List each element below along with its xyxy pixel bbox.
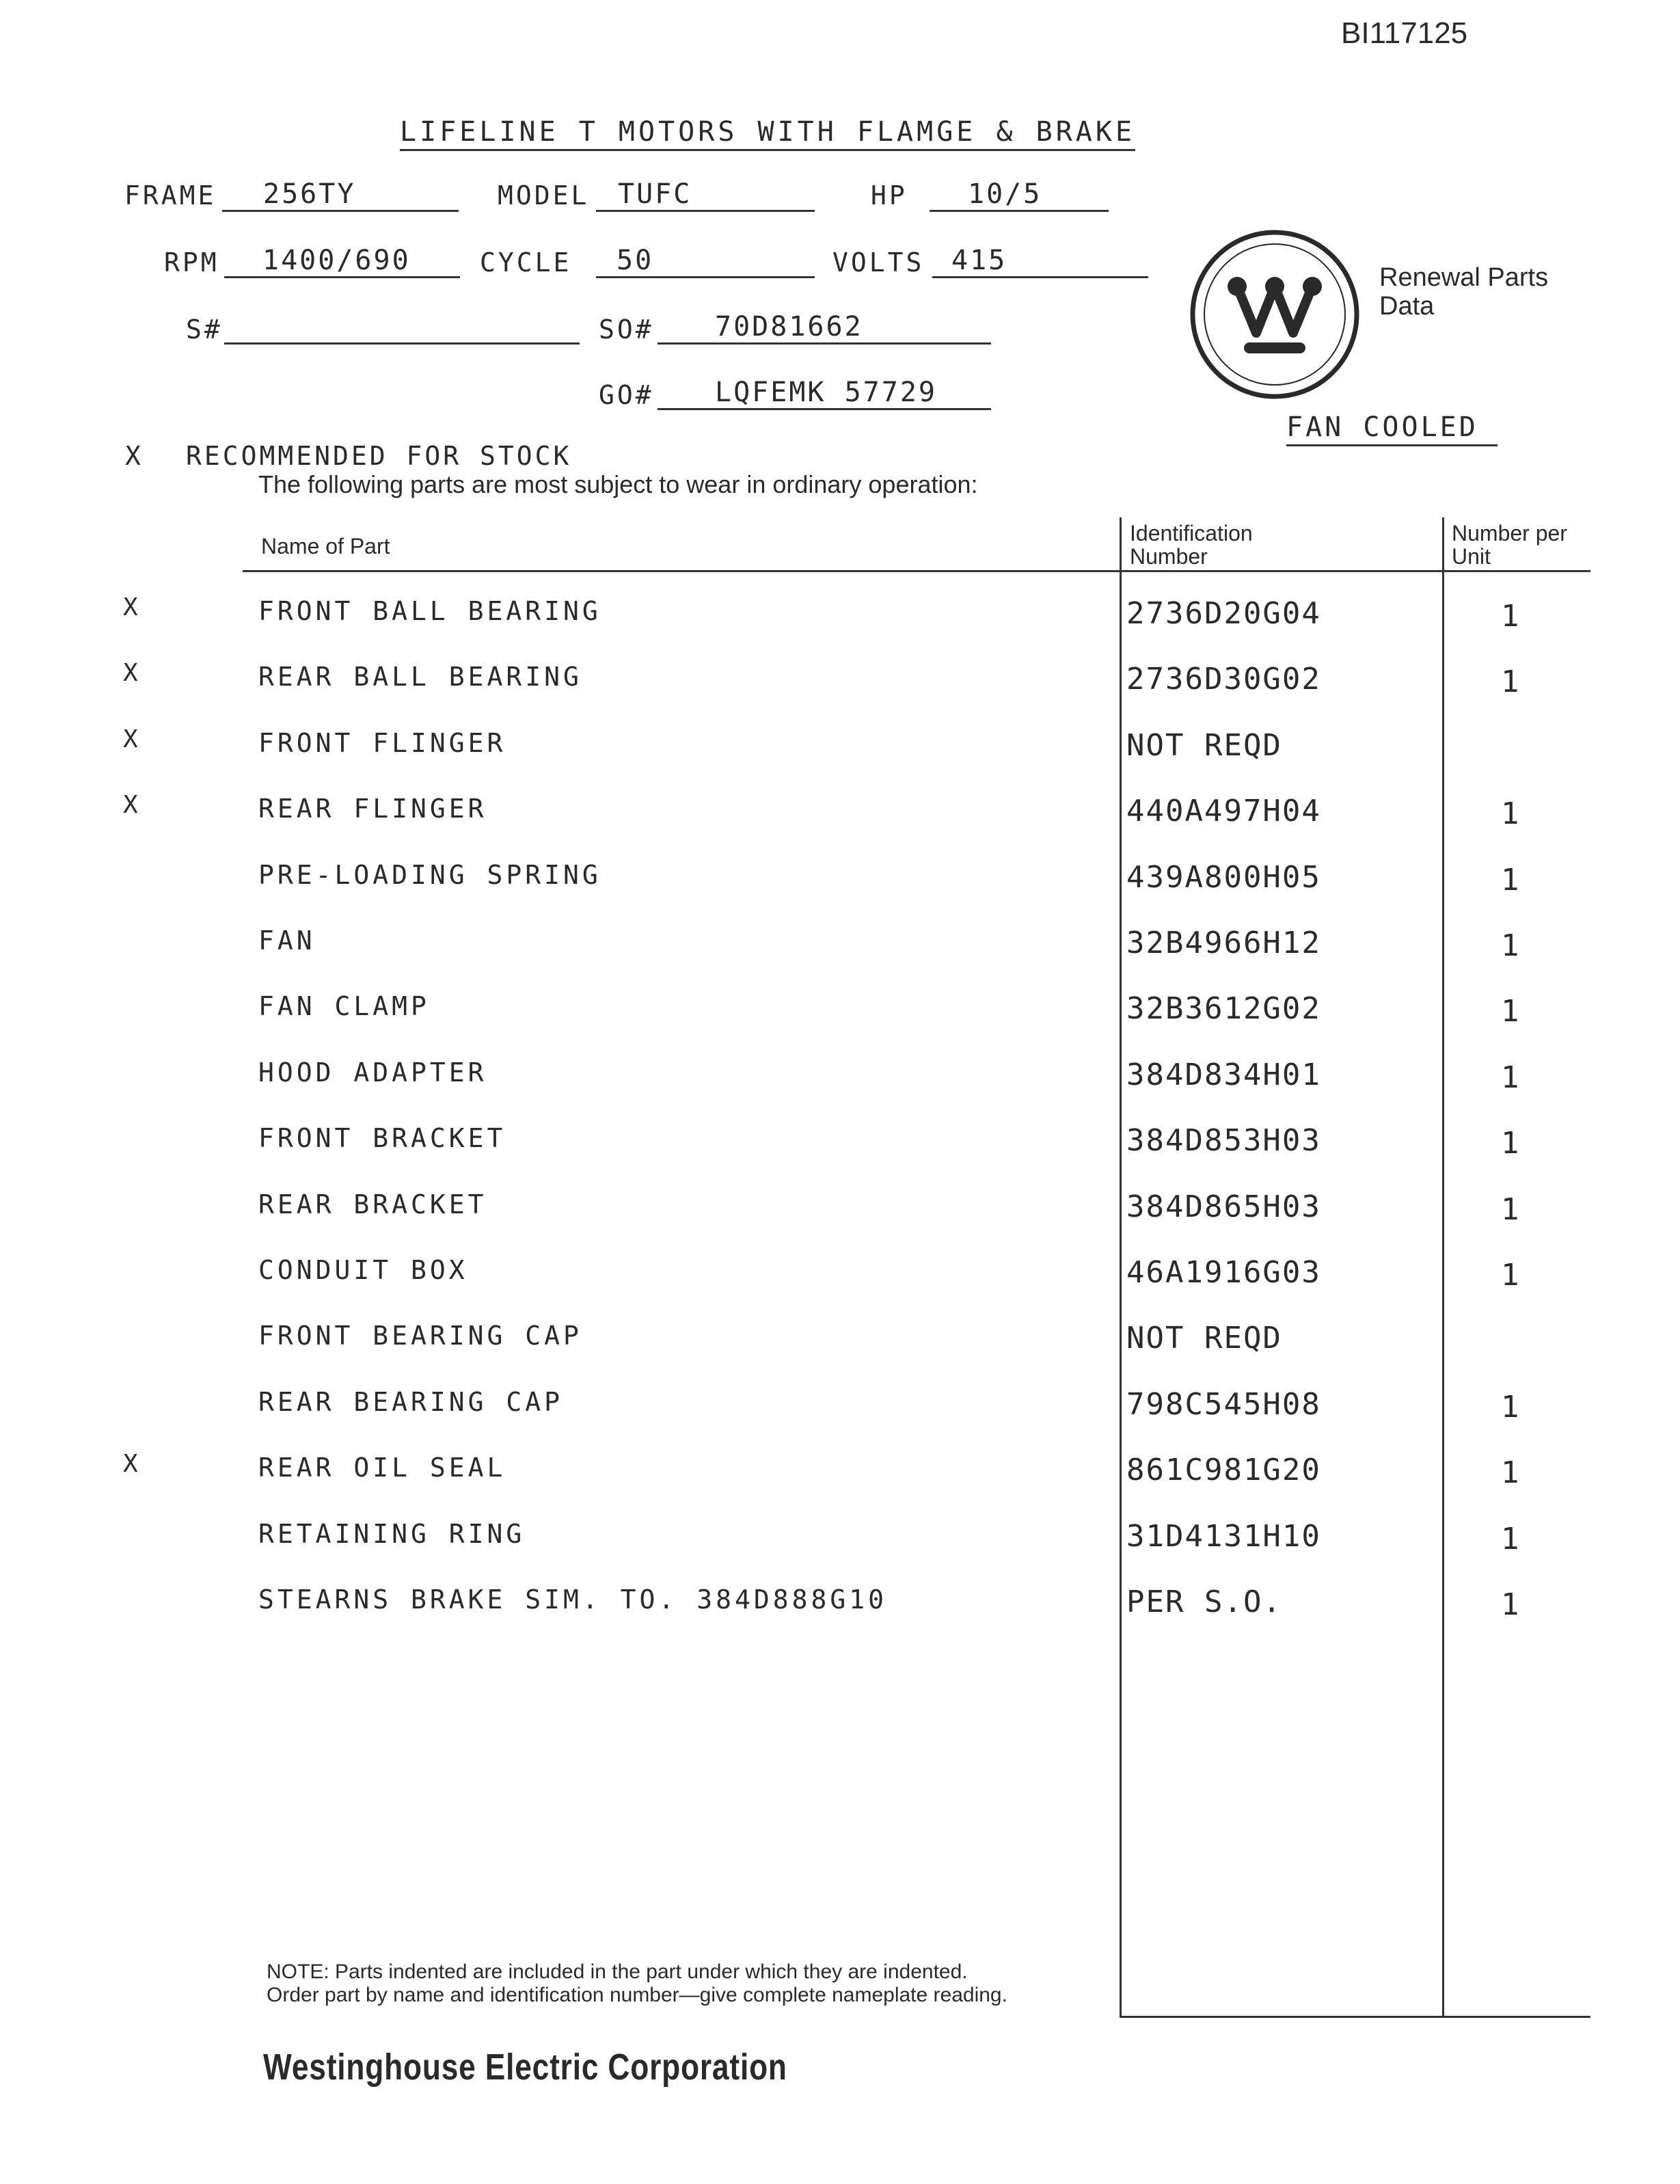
- row-part-name: PRE-LOADING SPRING: [258, 860, 601, 890]
- row-stock-mark: X: [123, 1450, 138, 1478]
- header-identification-number: Identification Number: [1130, 521, 1253, 569]
- rpm-value: 1400/690: [224, 243, 460, 278]
- row-identification-number: 32B3612G02: [1126, 991, 1321, 1026]
- stock-description: The following parts are most subject to wear in ordinary operation:: [258, 470, 978, 498]
- row-number-per-unit: 1: [1501, 599, 1519, 634]
- row-identification-number: PER S.O.: [1126, 1585, 1282, 1619]
- row-part-name: CONDUIT BOX: [258, 1255, 468, 1285]
- hp-label: HP: [871, 180, 908, 211]
- row-number-per-unit: 1: [1501, 1522, 1519, 1556]
- column-rule-id: [1120, 517, 1122, 2017]
- row-identification-number: NOT REQD: [1126, 728, 1282, 763]
- model-label: MODEL: [498, 180, 590, 211]
- row-number-per-unit: 1: [1501, 928, 1519, 963]
- row-stock-mark: X: [123, 659, 138, 687]
- row-number-per-unit: 1: [1501, 664, 1519, 699]
- row-part-name: FAN CLAMP: [258, 991, 430, 1021]
- go-label: GO#: [599, 380, 654, 410]
- row-identification-number: 46A1916G03: [1126, 1255, 1321, 1290]
- row-part-name: STEARNS BRAKE SIM. TO. 384D888G10: [258, 1585, 887, 1615]
- row-part-name: REAR FLINGER: [258, 794, 487, 824]
- row-number-per-unit: 1: [1501, 1126, 1519, 1161]
- rpm-label: RPM: [164, 247, 219, 278]
- row-stock-mark: X: [123, 725, 138, 753]
- row-identification-number: 861C981G20: [1126, 1453, 1321, 1487]
- row-number-per-unit: 1: [1501, 1192, 1519, 1227]
- cycle-value: 50: [596, 243, 815, 278]
- westinghouse-logo-icon: [1189, 229, 1360, 400]
- row-identification-number: 32B4966H12: [1126, 926, 1321, 960]
- so-label: SO#: [599, 314, 654, 345]
- row-part-name: REAR BEARING CAP: [258, 1387, 564, 1417]
- row-part-name: HOOD ADAPTER: [258, 1057, 487, 1088]
- company-name: Westinghouse Electric Corporation: [263, 2047, 787, 2088]
- serial-label: S#: [186, 314, 223, 345]
- row-part-name: RETAINING RING: [258, 1519, 526, 1549]
- header-name-of-part: Name of Part: [261, 534, 390, 558]
- fan-cooled-label: FAN COOLED: [1286, 412, 1498, 446]
- row-number-per-unit: 1: [1501, 1587, 1519, 1622]
- stock-marker: X: [125, 441, 141, 471]
- row-identification-number: NOT REQD: [1126, 1321, 1282, 1356]
- so-value: 70D81662: [658, 309, 991, 345]
- footnote-line-1: NOTE: Parts indented are included in the part under which they are indented.: [267, 1960, 968, 1983]
- row-identification-number: 440A497H04: [1126, 794, 1321, 828]
- row-number-per-unit: 1: [1501, 796, 1519, 831]
- row-number-per-unit: 1: [1501, 1390, 1519, 1425]
- row-identification-number: 439A800H05: [1126, 860, 1321, 895]
- row-identification-number: 31D4131H10: [1126, 1519, 1321, 1554]
- model-value: TUFC: [596, 176, 815, 212]
- stock-title: RECOMMENDED FOR STOCK: [186, 441, 572, 471]
- row-part-name: FRONT BALL BEARING: [258, 596, 601, 626]
- row-part-name: FRONT BRACKET: [258, 1123, 506, 1153]
- serial-value: [224, 309, 580, 345]
- row-number-per-unit: 1: [1501, 1060, 1519, 1095]
- volts-label: VOLTS: [832, 247, 925, 278]
- row-part-name: FAN: [258, 926, 316, 956]
- row-identification-number: 384D834H01: [1126, 1057, 1321, 1092]
- row-identification-number: 798C545H08: [1126, 1387, 1321, 1422]
- row-identification-number: 384D853H03: [1126, 1123, 1321, 1158]
- row-identification-number: 2736D30G02: [1126, 662, 1321, 697]
- document-title: LIFELINE T MOTORS WITH FLAMGE & BRAKE: [400, 116, 1135, 151]
- hp-value: 10/5: [930, 176, 1109, 212]
- row-part-name: FRONT FLINGER: [258, 728, 506, 758]
- row-number-per-unit: 1: [1501, 1455, 1519, 1490]
- volts-value: 415: [932, 243, 1148, 278]
- row-stock-mark: X: [123, 593, 138, 621]
- row-number-per-unit: 1: [1501, 863, 1519, 898]
- document-id: BI117125: [1341, 16, 1468, 50]
- header-rule: [243, 570, 1590, 572]
- row-part-name: REAR OIL SEAL: [258, 1453, 506, 1483]
- frame-value: 256TY: [222, 176, 459, 212]
- column-rule-qty: [1442, 517, 1444, 2017]
- row-part-name: FRONT BEARING CAP: [258, 1321, 582, 1351]
- cycle-label: CYCLE: [480, 247, 572, 278]
- row-identification-number: 384D865H03: [1126, 1189, 1321, 1224]
- header-number-per-unit: Number per Unit: [1452, 521, 1567, 569]
- row-number-per-unit: 1: [1501, 1258, 1519, 1293]
- row-stock-mark: X: [123, 791, 138, 819]
- row-part-name: REAR BALL BEARING: [258, 662, 582, 692]
- row-number-per-unit: 1: [1501, 994, 1519, 1029]
- bottom-rule: [1120, 2016, 1590, 2018]
- frame-label: FRAME: [124, 180, 217, 211]
- footnote: [267, 1960, 1007, 2007]
- row-identification-number: 2736D20G04: [1126, 596, 1321, 631]
- row-part-name: REAR BRACKET: [258, 1189, 487, 1219]
- logo-caption: Renewal Parts Data: [1379, 263, 1549, 321]
- footnote-line-2: Order part by name and identification number—give complete nameplate reading.: [267, 1984, 1007, 2006]
- go-value: LQFEMK 57729: [658, 375, 991, 410]
